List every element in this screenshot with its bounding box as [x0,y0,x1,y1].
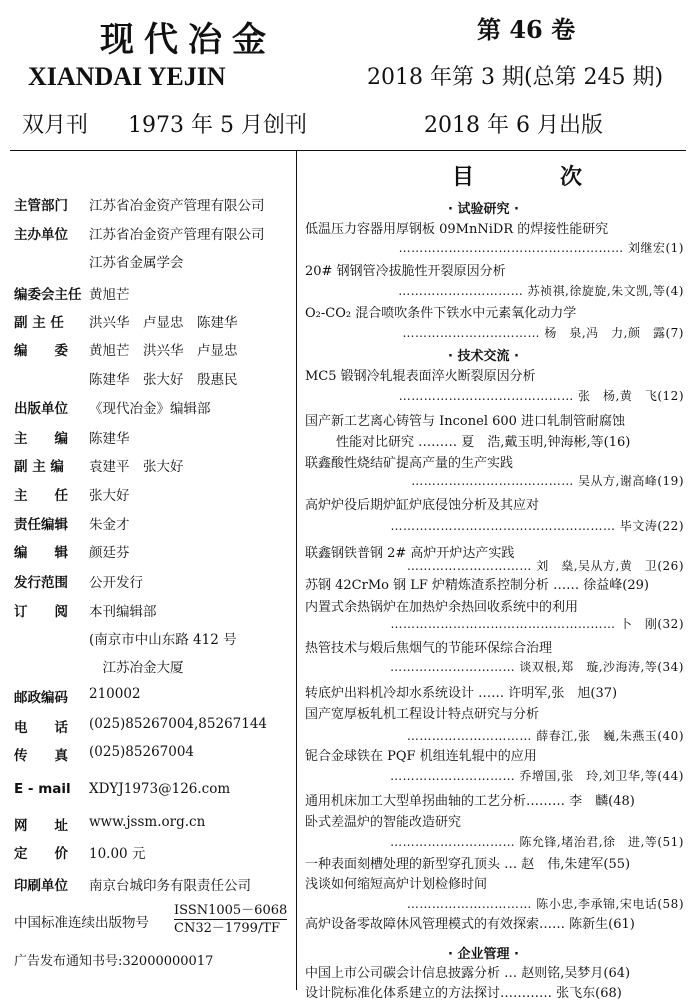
info-value: 陈建华 [89,431,130,447]
toc-article-title[interactable]: 热管技术与煅后焦烟气的节能环保综合治理 [305,641,553,656]
info-value: 张大好 [89,488,130,504]
toc-article-authors-page: …………………………… 杨 泉,冯 力,颜 露(7) [402,326,684,340]
issn: ISSN1005－6068 [174,903,288,918]
toc-article-title[interactable]: 中国上市公司碳会计信息披露分析 … 赵则铭,吴梦月(64) [305,966,631,981]
info-value: 洪兴华 卢显忠 陈建华 [89,315,238,331]
info-value: 黄旭芒 洪兴华 卢显忠 [89,343,238,359]
info-value: 南京台城印务有限责任公司 [89,878,251,894]
toc-heading: 目 次 [452,165,615,190]
info-label: 出版单位 [14,401,68,417]
publish-date: 2018 年 6 月出版 [424,113,603,138]
info-label: 传 真 [14,748,68,764]
info-label: 主办单位 [14,227,68,243]
founded: 1973 年 5 月创刊 [128,113,307,138]
toc-article-authors-page: ………………………… 刘 燊,吴从方,黄 卫(26) [406,559,684,573]
toc-article-title[interactable]: 20# 钢钢管冷拔脆性开裂原因分析 [305,264,506,279]
info-value: 黄旭芒 [89,287,130,303]
toc-section-heading: · 企业管理 · [448,947,519,962]
toc-article-authors-page: ………………………………… 吴从方,谢高峰(19) [411,474,684,488]
toc-section-heading: · 技术交流 · [448,349,519,364]
toc-article-title[interactable]: 联鑫钢铁普钢 2# 高炉开炉达产实践 [305,546,515,561]
info-label: 主 编 [14,431,68,447]
info-value: 210002 [89,686,141,702]
column-divider [296,150,297,990]
info-value: 江苏省冶金资产管理有限公司 [89,227,265,243]
toc-article-title[interactable]: 高炉设备零故障休风管理模式的有效探索…… 陈新生(61) [305,917,635,932]
frequency-founded [22,108,307,139]
cn-number: CN32－1799/TF [174,921,281,936]
toc-article-title[interactable]: 通用机床加工大型单拐曲轴的工艺分析……… 李 麟(48) [305,794,635,809]
toc-article-authors-page: ………………………… 乔增国,张 玲,刘卫华,等(44) [390,769,684,783]
info-label: E - mail [14,781,71,797]
info-value: 江苏省冶金资产管理有限公司 [89,198,265,214]
info-label: 编 委 [14,343,68,359]
issn-label: 中国标准连续出版物号 [14,915,149,931]
info-label: 邮政编码 [14,690,68,706]
frequency: 双月刊 [22,113,89,138]
info-value: (南京市中山东路 412 号 [89,632,237,648]
toc-article-authors-page: ………………………… 陈小忠,李承锦,宋电话(58) [406,897,684,911]
info-label: 电 话 [14,720,68,736]
toc-article-title[interactable]: 一种表面刻槽处理的新型穿孔顶头 … 赵 伟,朱建军(55) [305,857,631,872]
toc-article-authors-page: ……………………………………………… 刘继宏(1) [398,241,684,255]
volume: 第 46 卷 [477,15,576,44]
toc-article-title[interactable]: 铌合金球铁在 PQF 机组连轧辊中的应用 [305,749,537,764]
info-label: 印刷单位 [14,878,68,894]
toc-article-title[interactable]: MC5 锻钢冷轧辊表面淬火断裂原因分析 [305,369,536,384]
toc-article-title[interactable]: 苏钢 42CrMo 钢 LF 炉精炼渣系控制分析 …… 徐益峰(29) [305,578,649,593]
info-value: 颜廷芬 [89,545,130,561]
toc-article-title[interactable]: 转底炉出料机冷却水系统设计 …… 许明军,张 旭(37) [305,686,618,701]
info-label: 副 主 编 [14,459,64,475]
info-value: 江苏冶金大厦 [89,660,184,676]
info-value: 朱金才 [89,517,130,533]
info-value: 公开发行 [89,575,143,591]
toc-section-heading: · 试验研究 · [448,202,519,217]
info-value: 江苏省金属学会 [89,255,184,271]
ad-license: 广告发布通知书号:32000000017 [14,954,214,969]
toc-article-authors-page: ……………………………………………… 毕文涛(22) [390,519,684,533]
toc-article-title[interactable]: 设计院标准化体系建立的方法探讨………… 张飞东(68) [305,986,622,1001]
toc-article-authors-page: ……………………………………………… 卜 刚(32) [390,617,684,631]
info-label: 编 辑 [14,545,68,561]
info-value: 陈建华 张大好 殷惠民 [89,372,238,388]
info-value: XDYJ1973@126.com [89,781,231,797]
info-value: 10.00 元 [89,846,146,862]
journal-pinyin: XIANDAI YEJIN [28,62,226,91]
toc-article-title-continued[interactable]: 性能对比研究 ……… 夏 浩,戴玉明,钟海彬,等(16) [336,435,631,450]
toc-article-authors-page: ………………………… 陈允锋,堵治君,徐 进,等(51) [390,835,684,849]
info-label: 主 任 [14,488,68,504]
journal-title: 现代冶金 [100,20,276,60]
toc-article-title[interactable]: O₂-CO₂ 混合喷吹条件下铁水中元素氧化动力学 [305,306,577,321]
info-label: 主管部门 [14,198,68,214]
toc-article-title[interactable]: 内置式余热锅炉在加热炉余热回收系统中的利用 [305,600,579,615]
info-label: 定 价 [14,846,68,862]
toc-article-authors-page: ………………………… 谈双根,郑 璇,沙海涛,等(34) [390,660,684,674]
toc-article-title[interactable]: 低温压力容器用厚钢板 09MnNiDR 的焊接性能研究 [305,222,609,237]
info-value: 袁建平 张大好 [89,459,184,475]
info-label: 网 址 [14,818,68,834]
toc-article-authors-page: …………………………………… 张 杨,黄 飞(12) [398,389,684,403]
toc-article-title[interactable]: 联鑫酸性烧结矿提高产量的生产实践 [305,456,514,471]
info-value: www.jssm.org.cn [89,814,206,830]
info-label: 发行范围 [14,575,68,591]
toc-article-title[interactable]: 卧式差温炉的智能改造研究 [305,815,462,830]
info-label: 副 主 任 [14,315,64,331]
info-value: 《现代冶金》编辑部 [89,401,211,417]
toc-article-title[interactable]: 高炉炉役后期炉缸炉底侵蚀分析及其应对 [305,498,540,513]
issn-block [174,902,287,937]
info-value: (025)85267004,85267144 [89,716,268,732]
info-label: 编委会主任 [14,287,82,303]
info-value: 本刊编辑部 [89,604,157,620]
issue: 2018 年第 3 期(总第 245 期) [367,65,664,90]
header-rule [10,150,686,151]
info-label: 订 阅 [14,604,68,620]
toc-article-authors-page: ………………………… 苏祯祺,徐旋旋,朱文凯,等(4) [398,284,684,298]
toc-article-title[interactable]: 国产新工艺离心铸管与 Inconel 600 进口轧制管耐腐蚀 [305,414,626,429]
toc-article-authors-page: ………………………… 薛春江,张 巍,朱燕玉(40) [406,729,684,743]
toc-article-title[interactable]: 浅谈如何缩短高炉计划检修时间 [305,877,488,892]
toc-article-title[interactable]: 国产宽厚板轧机工程设计特点研究与分析 [305,707,540,722]
info-value: (025)85267004 [89,744,195,760]
info-label: 责任编辑 [14,517,68,533]
